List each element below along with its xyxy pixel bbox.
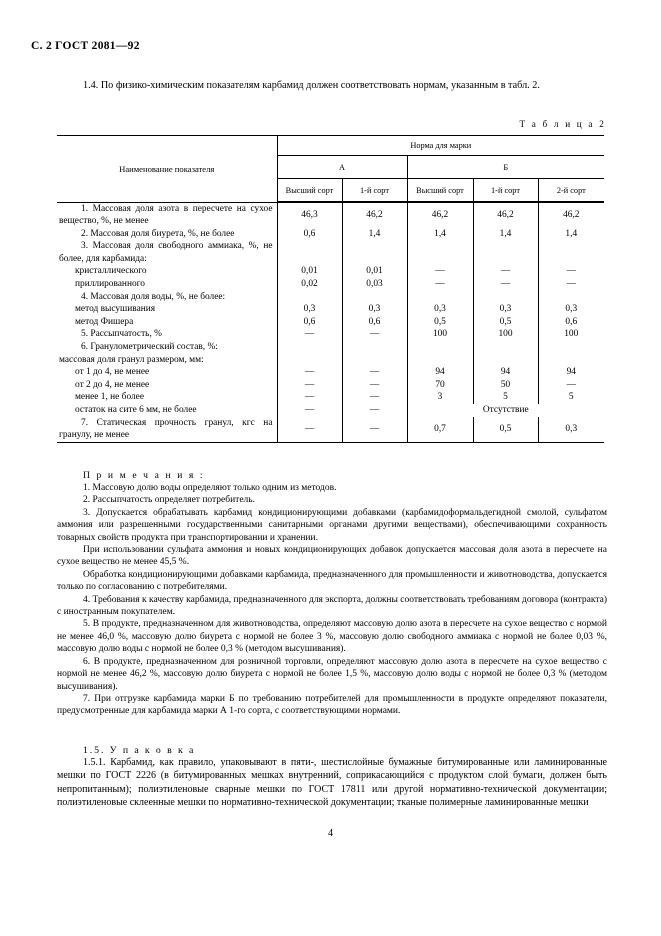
row-value: 94 bbox=[566, 367, 576, 378]
page-number: 4 bbox=[328, 828, 333, 839]
row-label: менее 1, не более bbox=[57, 391, 277, 404]
notes-list bbox=[57, 482, 607, 718]
row-value: — bbox=[277, 366, 342, 379]
row-value bbox=[473, 291, 538, 304]
row-value bbox=[407, 240, 473, 265]
row-value: — bbox=[566, 279, 576, 290]
row-label: массовая доля гранул размером, мм: bbox=[57, 354, 277, 367]
table-row bbox=[57, 341, 604, 354]
row-value: 100 bbox=[564, 329, 579, 340]
row-value bbox=[277, 240, 342, 265]
row-value: — bbox=[342, 404, 407, 417]
row-value bbox=[277, 354, 342, 367]
notes-title: П р и м е ч а н и я : bbox=[83, 470, 205, 481]
row-value: — bbox=[277, 379, 342, 392]
row-value: 0,5 bbox=[407, 316, 473, 329]
row-value: 0,02 bbox=[277, 278, 342, 291]
row-value: 1,4 bbox=[342, 228, 407, 241]
row-value: 1,4 bbox=[565, 228, 578, 239]
row-value: — bbox=[342, 366, 407, 379]
table-row bbox=[57, 303, 604, 316]
table-caption: Т а б л и ц а 2 bbox=[519, 119, 606, 129]
row-label: кристаллического bbox=[57, 265, 277, 278]
note-item: 5. В продукте, предназначенном для животноводства, определяют массовую долю азота в пересчете на сухое вещество с нормой не менее 46,0 %, массовую долю биурета с нормой не более 3 %, массовую долю свободного аммиака с нормой не более 0,03 %, массовую долю воды с нормой не более 0,3 % (методом высушивания). bbox=[57, 619, 607, 655]
row-value bbox=[473, 354, 538, 367]
row-value: 1,4 bbox=[473, 228, 538, 241]
row-value: — bbox=[277, 404, 342, 417]
running-head: С. 2 ГОСТ 2081—92 bbox=[31, 40, 140, 52]
table-row bbox=[57, 202, 604, 228]
row-value: 1,4 bbox=[407, 228, 473, 241]
row-value: 0,01 bbox=[342, 265, 407, 278]
row-label: 2. Массовая доля биурета, %, не более bbox=[57, 228, 277, 241]
row-value: — bbox=[277, 328, 342, 341]
row-value: 0,5 bbox=[473, 417, 538, 443]
header-grade-b-second: 2-й сорт bbox=[538, 179, 604, 203]
row-label: 1. Массовая доля азота в пересчете на сухое вещество, %, не менее bbox=[57, 202, 277, 228]
row-value bbox=[538, 291, 604, 304]
row-value: — bbox=[277, 417, 342, 443]
note-item: 6. В продукте, предназначенном для розничной торговли, определяют массовую долю азота в пересчете на сухое вещество с нормой не менее 46,2 %, массовую долю биурета с нормой не более 1,5 %, массовую долю воды с нормой не более 0,3 % (методом высушивания). bbox=[57, 656, 607, 692]
note-item: 3. Допускается обрабатывать карбамид кондиционирующими добавками (карбамидоформальдегидной смолой, сульфатом аммония или разрешенными государственными санитарными органами другими веществами), обеспечивающими сохранность товарных свойств продукта при транспортировании и хранении. bbox=[57, 507, 607, 543]
row-value: 5 bbox=[473, 391, 538, 404]
row-value: 0,3 bbox=[407, 303, 473, 316]
row-value bbox=[342, 240, 407, 265]
note-item: При использовании сульфата аммония и новых кондиционирующих добавок допускается массовая доля азота в пересчете на сухое вещество не менее 45,5 %. bbox=[57, 545, 607, 568]
row-value bbox=[407, 341, 473, 354]
note-item: 2. Рассыпчатость определяет потребитель. bbox=[83, 495, 255, 506]
row-value: 5 bbox=[568, 392, 574, 403]
row-value bbox=[277, 341, 342, 354]
row-value: 94 bbox=[407, 366, 473, 379]
table-row bbox=[57, 228, 604, 241]
header-name-column: Наименование показателя bbox=[57, 136, 277, 203]
note-item: 7. При отгрузке карбамида марки Б по требованию потребителей для промышленности в продукте определяют показатели, предусмотренные для карбамида марки А 1-го сорта, с соответствующими нормами. bbox=[57, 693, 607, 717]
note-item: 4. Требования к качеству карбамида, предназначенного для экспорта, должны соответствовать требованиям договора (контракта) с иностранным покупателем. bbox=[57, 594, 607, 618]
row-label: 5. Рассыпчатость, % bbox=[57, 328, 277, 341]
row-value: 0,03 bbox=[342, 278, 407, 291]
row-value: 46,2 bbox=[407, 202, 473, 228]
row-value bbox=[473, 240, 538, 265]
header-group-title: Норма для марки bbox=[277, 136, 604, 156]
row-label: приллированного bbox=[57, 278, 277, 291]
row-value bbox=[473, 341, 538, 354]
row-value: 3 bbox=[407, 391, 473, 404]
row-value bbox=[538, 341, 604, 354]
row-value: 0,6 bbox=[565, 316, 578, 327]
row-value: 0,01 bbox=[277, 265, 342, 278]
row-value: — bbox=[277, 391, 342, 404]
notes-block bbox=[57, 470, 607, 718]
row-value bbox=[342, 291, 407, 304]
row-label: метод высушивания bbox=[57, 303, 277, 316]
row-value: 94 bbox=[473, 366, 538, 379]
note-item: Обработка кондиционирующими добавками карбамида, предназначенного для промышленности и животноводства, допускается только по согласованию с потребителями. bbox=[57, 569, 607, 593]
row-value: 0,3 bbox=[565, 304, 578, 315]
row-value bbox=[342, 354, 407, 367]
row-value: 0,3 bbox=[342, 303, 407, 316]
row-value: 0,6 bbox=[342, 316, 407, 329]
row-value: 0,5 bbox=[473, 316, 538, 329]
row-label: 7. Статическая прочность гранул, кгс на гранулу, не менее bbox=[57, 417, 277, 443]
row-label: остаток на сите 6 мм, не более bbox=[57, 404, 277, 417]
row-value: 0,7 bbox=[407, 417, 473, 443]
row-value: 50 bbox=[473, 379, 538, 392]
row-value: 100 bbox=[473, 328, 538, 341]
table-row bbox=[57, 278, 604, 291]
row-value: — bbox=[473, 265, 538, 278]
header-grade-b-premium: Высший сорт bbox=[407, 179, 473, 203]
row-value: — bbox=[566, 266, 576, 277]
row-value: — bbox=[342, 379, 407, 392]
header-grade-a-first: 1-й сорт bbox=[342, 179, 407, 203]
table-row bbox=[57, 316, 604, 329]
row-value bbox=[538, 354, 604, 367]
packaging-paragraph: 1.5.1. Карбамид, как правило, упаковывают в пяти-, шестислойные бумажные битумированные или ламинированные мешки по ГОСТ 2226 (в битумированных мешках внутренний, соприкасающийся с продуктом слой бумаги, должен быть непропитанным); полиэтиленовые сварные мешки по ГОСТ 17811 или другой нормативно-технической документации; полиэтиленовые склеенные мешки по нормативно-технической документации; тканые полимерные ламинированные мешки bbox=[57, 757, 607, 809]
header-brand-b: Б bbox=[407, 156, 604, 179]
row-value: — bbox=[473, 278, 538, 291]
row-label: от 2 до 4, не менее bbox=[57, 379, 277, 392]
table-row bbox=[57, 417, 604, 443]
row-label: от 1 до 4, не менее bbox=[57, 366, 277, 379]
row-value: 46,2 bbox=[563, 210, 580, 221]
packaging-section bbox=[57, 745, 607, 810]
row-value: — bbox=[342, 328, 407, 341]
row-value bbox=[277, 291, 342, 304]
table-head bbox=[57, 136, 604, 203]
table-row bbox=[57, 328, 604, 341]
row-value: — bbox=[566, 379, 576, 390]
row-label: 6. Гранулометрический состав, %: bbox=[57, 341, 277, 354]
row-value bbox=[538, 240, 604, 265]
table-row bbox=[57, 265, 604, 278]
row-value: — bbox=[407, 265, 473, 278]
row-value bbox=[407, 354, 473, 367]
row-value bbox=[342, 341, 407, 354]
row-value: 70 bbox=[407, 379, 473, 392]
note-item: 1. Массовую долю воды определяют только одним из методов. bbox=[83, 483, 337, 493]
table-row bbox=[57, 379, 604, 392]
row-value: 0,3 bbox=[277, 303, 342, 316]
row-value: 46,2 bbox=[473, 202, 538, 228]
row-label: метод Фишера bbox=[57, 316, 277, 329]
table-row bbox=[57, 404, 604, 417]
row-span-value: Отсутствие bbox=[482, 405, 529, 416]
table-body bbox=[57, 202, 604, 442]
intro-paragraph: 1.4. По физико-химическим показателям карбамид должен соответствовать нормам, указанным в табл. 2. bbox=[83, 80, 540, 91]
header-brand-a: А bbox=[277, 156, 407, 179]
row-value: — bbox=[407, 278, 473, 291]
row-value: 0,6 bbox=[277, 316, 342, 329]
row-label: 4. Массовая доля воды, %, не более: bbox=[57, 291, 277, 304]
table-row bbox=[57, 240, 604, 265]
table-row bbox=[57, 366, 604, 379]
norms-table bbox=[57, 135, 604, 443]
row-value: 0,6 bbox=[277, 228, 342, 241]
header-grade-a-premium: Высший сорт bbox=[277, 179, 342, 203]
row-value: — bbox=[342, 391, 407, 404]
table-row bbox=[57, 391, 604, 404]
row-value: 0,3 bbox=[538, 417, 604, 443]
packaging-heading: 1.5. У п а к о в к а bbox=[83, 745, 196, 756]
row-value: 0,3 bbox=[473, 303, 538, 316]
header-grade-b-first: 1-й сорт bbox=[473, 179, 538, 203]
row-label: 3. Массовая доля свободного аммиака, %, не более, для карбамида: bbox=[57, 240, 277, 265]
row-value: — bbox=[342, 417, 407, 443]
row-value bbox=[407, 291, 473, 304]
row-value: 46,3 bbox=[277, 202, 342, 228]
table-row bbox=[57, 291, 604, 304]
table-row bbox=[57, 354, 604, 367]
row-value: 46,2 bbox=[342, 202, 407, 228]
row-value: 100 bbox=[407, 328, 473, 341]
table-head-row-1 bbox=[57, 136, 604, 156]
